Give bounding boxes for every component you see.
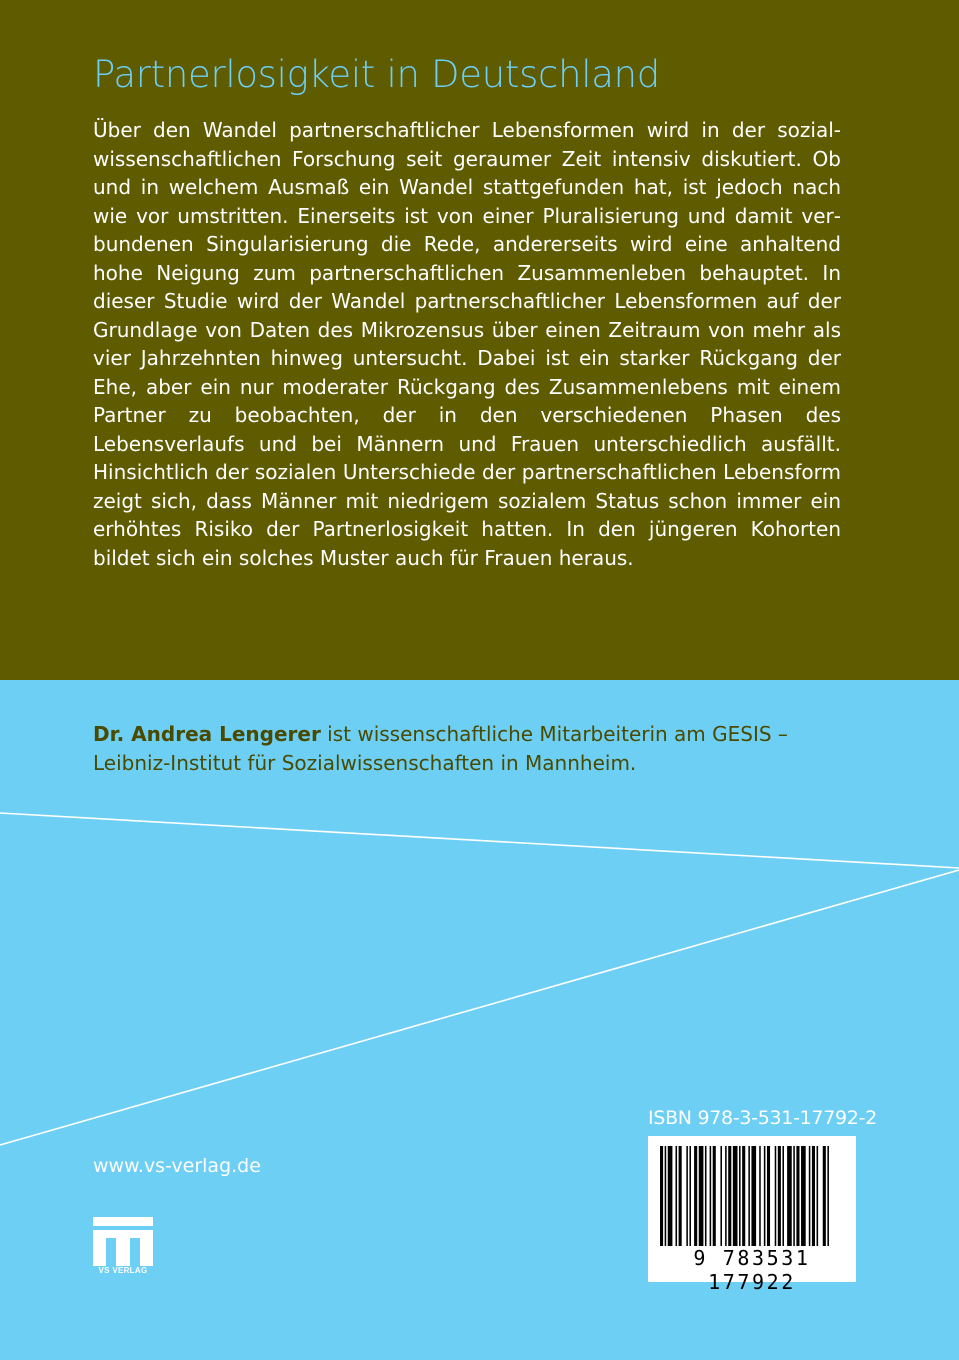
barcode-bar [778, 1146, 781, 1246]
barcode-bar [665, 1146, 667, 1246]
barcode-bar [710, 1146, 712, 1246]
barcode-digits: 9 783531 177922 [693, 1246, 811, 1294]
barcode-bar [809, 1146, 811, 1246]
barcode-bar [713, 1146, 716, 1246]
barcode-bar [748, 1146, 750, 1246]
isbn-label: ISBN 978-3-531-17792-2 [648, 1107, 877, 1129]
author-description: ist wissenschaftliche Mitarbeiterin am GESIS – Leibniz-Institut für Sozialwissenschaften in Mannheim. [93, 722, 788, 775]
barcode [648, 1136, 856, 1294]
blurb-text: Über den Wandel partnerschaftlicher Lebensformen wird in der sozialwissenschaftlichen Forschung seit geraumer Zeit intensiv diskutiert. Ob und in welchem Ausmaß ein Wandel stattgefunden hat, ist jedoch nach wie vor umstritten. Einerseits ist von einer Pluralisierung und damit verbundenen Singularisierung die Rede, andererseits wird eine anhaltend hohe Neigung zum partnerschaftlichen Zusammenleben behauptet. In dieser Studie wird der Wandel partnerschaftlicher Lebensformen auf der Grundlage von Daten des Mikrozensus über einen Zeitraum von mehr als vier Jahrzehnten hinweg untersucht. Dabei ist ein starker Rückgang der Ehe, aber ein nur moderater Rückgang des Zusammenlebens mit einem Partner zu beobachten, der in den verschiedenen Phasen des Lebensverlaufs und bei Männern und Frauen unterschiedlich ausfällt. Hinsichtlich der sozialen Unterschiede der partnerschaftlichen Lebensform zeigt sich, dass Männer mit niedrigem sozialem Status schon immer ein erhöhtes Risiko der Partnerlosigkeit hatten. In den jüngeren Kohorten bildet sich ein solches Muster auch für Frauen heraus. [93, 118, 841, 570]
book-title: Partnerlosigkeit in Deutschland [93, 53, 660, 96]
barcode-bar [801, 1146, 806, 1246]
barcode-bar [686, 1146, 688, 1246]
author-bio [93, 720, 853, 778]
barcode-bar [767, 1146, 770, 1246]
barcode-bar [775, 1146, 777, 1246]
author-name: Dr. Andrea Lengerer [93, 722, 321, 746]
barcode-bar [728, 1146, 731, 1246]
barcode-bar [733, 1146, 738, 1246]
barcode-bar [720, 1146, 722, 1246]
barcode-bar [668, 1146, 673, 1246]
barcode-bar [817, 1146, 819, 1246]
barcode-bar [742, 1146, 745, 1246]
barcode-bar [676, 1146, 678, 1246]
barcode-bar [823, 1146, 826, 1246]
barcode-bar [739, 1146, 741, 1246]
barcode-bar [793, 1146, 795, 1246]
barcode-bar [705, 1146, 707, 1246]
barcode-bar [689, 1146, 691, 1246]
barcode-bar [679, 1146, 682, 1246]
barcode-bar [694, 1146, 697, 1246]
barcode-bar [751, 1146, 756, 1246]
barcode-bar [764, 1146, 766, 1246]
barcode-bar [725, 1146, 727, 1246]
publisher-logo-text: VS VERLAG [98, 1266, 148, 1275]
barcode-bar [759, 1146, 761, 1246]
barcode-bar [796, 1146, 799, 1246]
barcode-bar [827, 1146, 829, 1246]
publisher-website: www.vs-verlag.de [93, 1155, 261, 1177]
decorative-line-lower [0, 870, 959, 1145]
bottom-panel [0, 680, 959, 1360]
barcode-bar [787, 1146, 792, 1246]
barcode-bar [812, 1146, 815, 1246]
barcode-bar [660, 1146, 663, 1246]
decorative-line-upper [0, 813, 959, 868]
barcode-bar [782, 1146, 784, 1246]
barcode-bar [699, 1146, 704, 1246]
